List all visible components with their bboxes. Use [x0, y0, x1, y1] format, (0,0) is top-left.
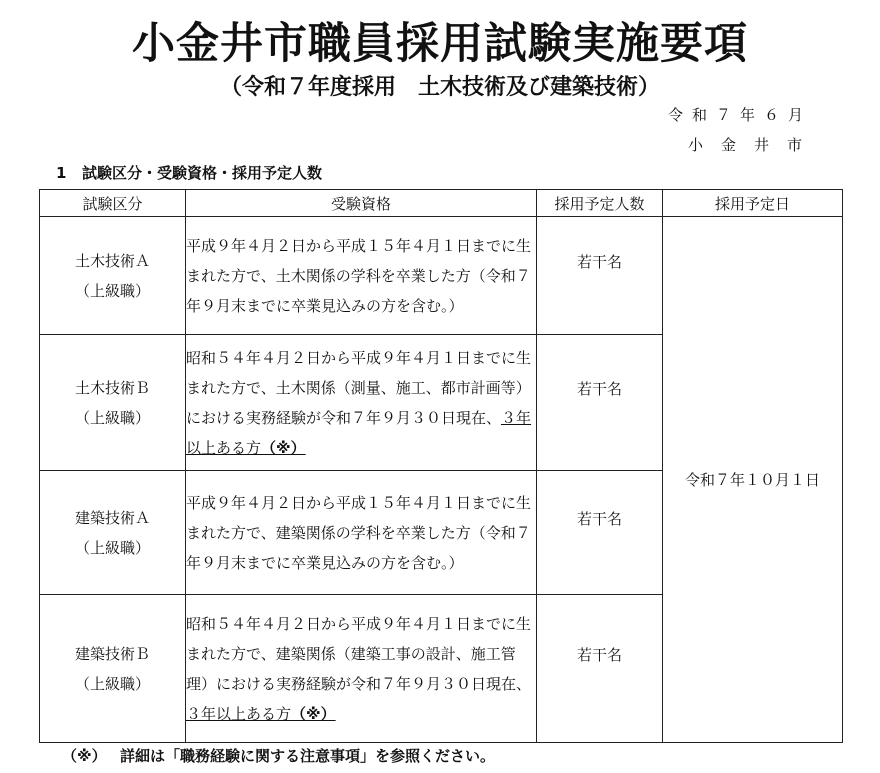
count-value: 若干名	[576, 253, 622, 271]
count-value: 若干名	[576, 646, 622, 664]
section-number: 1	[56, 164, 67, 182]
category-level: （上級職）	[74, 538, 150, 557]
count-value: 若干名	[576, 380, 622, 398]
issue-date: 令和７年６月	[667, 106, 812, 124]
qualification-underlined: ３年以上ある方	[186, 408, 532, 457]
header-schedule: 採用予定日	[663, 190, 843, 217]
category-level: （上級職）	[74, 674, 150, 693]
qualification-cell	[186, 217, 537, 335]
header-qualification: 受験資格	[186, 190, 537, 217]
section-heading-text: 試験区分・受験資格・採用予定人数	[82, 164, 323, 182]
qualification-text: 昭和５４年４月２日から平成９年４月１日までに生まれた方で、土木関係（測量、施工、都市計画等）における実務経験が令和７年９月３０日現在、	[186, 348, 532, 427]
footnote	[62, 745, 495, 766]
table-header-row	[40, 190, 843, 217]
count-cell	[537, 595, 663, 743]
page-subtitle: （令和７年度採用 土木技術及び建築技術）	[219, 75, 660, 100]
count-cell	[537, 471, 663, 595]
category-level: （上級職）	[74, 281, 150, 300]
table-row	[40, 217, 843, 335]
category-cell	[40, 471, 186, 595]
qualification-cell	[186, 595, 537, 743]
category-name: 建築技術Ａ	[74, 508, 150, 527]
count-cell	[537, 217, 663, 335]
category-cell	[40, 217, 186, 335]
header-count: 採用予定人数	[537, 190, 663, 217]
footnote-reference: （※）	[261, 438, 306, 457]
count-value: 若干名	[576, 510, 622, 528]
section-heading	[56, 162, 322, 183]
issuer: 小金井市	[687, 136, 820, 154]
footnote-text: 詳細は「職務経験に関する注意事項」を参照ください。	[120, 747, 496, 765]
footnote-reference: （※）	[291, 704, 336, 723]
header-category: 試験区分	[40, 190, 186, 217]
exam-table	[39, 189, 843, 743]
category-name: 建築技術Ｂ	[74, 644, 150, 663]
category-cell	[40, 595, 186, 743]
schedule-date: 令和７年１０月１日	[684, 471, 820, 489]
category-name: 土木技術Ｂ	[74, 378, 150, 397]
qualification-text: 昭和５４年４月２日から平成９年４月１日までに生まれた方で、建築関係（建築工事の設計、施工管理）における実務経験が令和７年９月３０日現在、	[186, 614, 532, 693]
category-level: （上級職）	[74, 408, 150, 427]
category-name: 土木技術Ａ	[74, 251, 150, 270]
count-cell	[537, 335, 663, 471]
qualification-underlined: ３年以上ある方	[186, 704, 292, 723]
qualification-text: 平成９年４月２日から平成１５年４月１日までに生まれた方で、建築関係の学科を卒業した方（令和７年９月末までに卒業見込みの方を含む。）	[186, 493, 532, 572]
qualification-cell	[186, 471, 537, 595]
page-title: 小金井市職員採用試験実施要項	[132, 19, 748, 69]
schedule-date-cell	[663, 217, 843, 743]
category-cell	[40, 335, 186, 471]
qualification-text: 平成９年４月２日から平成１５年４月１日までに生まれた方で、土木関係の学科を卒業した方（令和７年９月末までに卒業見込みの方を含む。）	[186, 236, 532, 315]
footnote-mark: （※）	[62, 747, 107, 765]
qualification-cell	[186, 335, 537, 471]
